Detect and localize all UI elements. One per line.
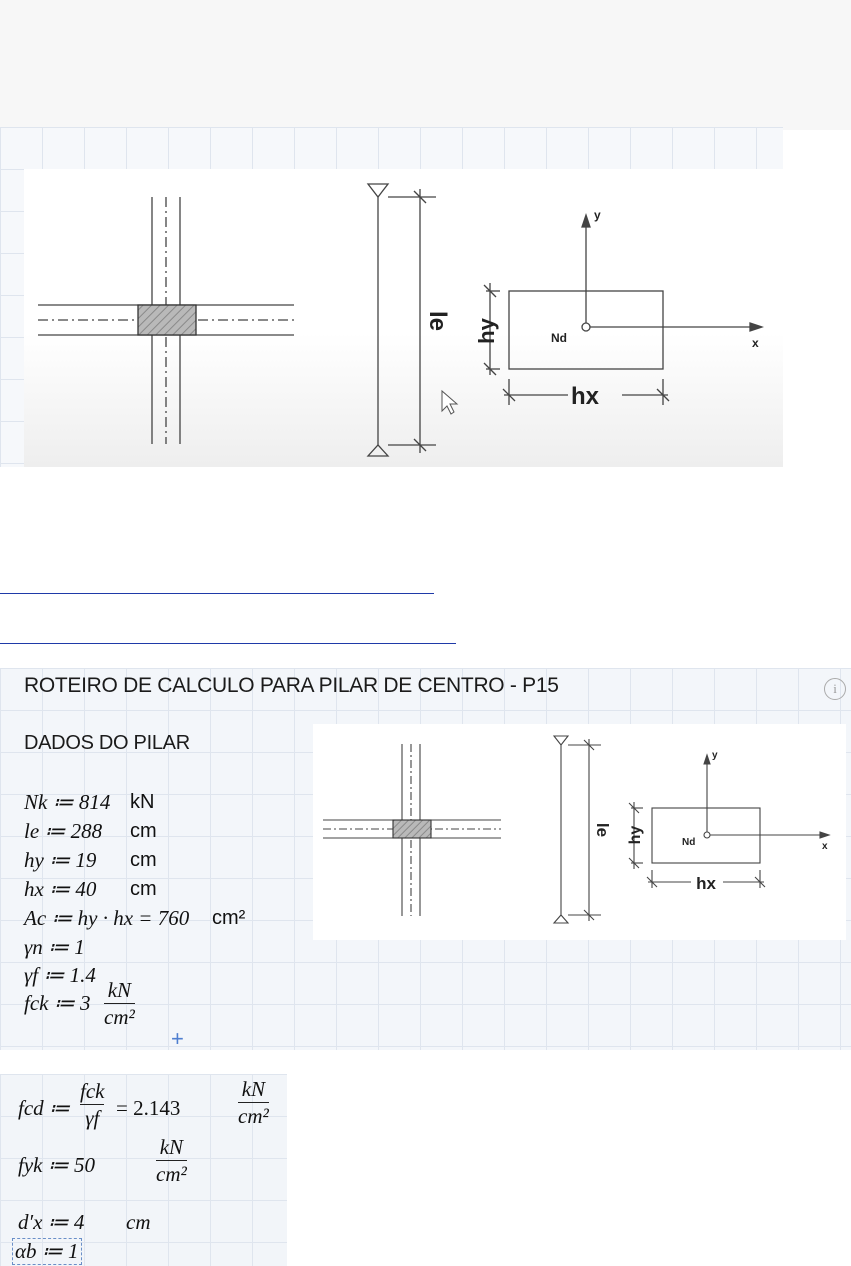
fraction-bar: [238, 1102, 269, 1103]
var-ac[interactable]: Ac ≔ hy · hx = 760: [24, 906, 190, 930]
calc-fcd-result: = 2.143: [116, 1096, 181, 1120]
var-gamma-n[interactable]: γn ≔ 1: [24, 935, 85, 959]
worksheet-title: ROTEIRO DE CALCULO PARA PILAR DE CENTRO - P15: [24, 674, 559, 697]
section-heading: DADOS DO PILAR: [24, 732, 190, 754]
plan-view: [38, 197, 294, 444]
pillar-diagram: [24, 169, 783, 467]
calc-fcd-unit-num: kN: [241, 1077, 266, 1101]
calc-fyk-unit-den: cm²: [156, 1162, 187, 1187]
label-le: le: [424, 310, 451, 332]
unit-fck-num: kN: [107, 978, 132, 1002]
fraction-bar: [104, 1003, 135, 1004]
cross-section-view-small: [629, 755, 829, 888]
label-x-axis: x: [752, 336, 759, 350]
calc-fcd-num: fck: [80, 1079, 105, 1103]
label-hy: hy: [474, 318, 499, 344]
calc-fyk[interactable]: fyk ≔ 50: [18, 1153, 95, 1177]
top-blank-band: [0, 0, 851, 130]
calculation-panel: [0, 1074, 287, 1266]
label-y-axis: y: [594, 208, 601, 222]
calc-dx[interactable]: d′x ≔ 4: [18, 1210, 85, 1234]
calc-fcd-fraction: [80, 1080, 104, 1129]
unit-le: cm: [130, 820, 157, 842]
label-hx: hx: [570, 383, 600, 410]
calc-fcd-den: γf: [85, 1106, 100, 1131]
link-underline-2[interactable]: [0, 643, 456, 644]
label-le-small: le: [593, 822, 612, 838]
unit-nk: kN: [130, 791, 155, 813]
unit-hy: cm: [130, 849, 157, 871]
unit-fck-fraction: [104, 979, 135, 1028]
column-section-hatch: [138, 305, 196, 335]
label-hx-small: hx: [696, 874, 716, 893]
var-le[interactable]: le ≔ 288: [24, 819, 103, 843]
fraction-bar: [80, 1104, 104, 1105]
diagram-canvas: [24, 169, 783, 467]
pillar-diagram-small: [313, 724, 846, 940]
label-nd: Nd: [551, 331, 567, 345]
unit-hx: cm: [130, 878, 157, 900]
label-nd-small: Nd: [682, 837, 696, 848]
link-underline-1[interactable]: [0, 593, 434, 594]
unit-fck-den: cm²: [104, 1005, 135, 1030]
calc-fcd-unit: [238, 1078, 269, 1127]
column-section-hatch-small: [393, 820, 431, 838]
fraction-bar: [156, 1160, 187, 1161]
calc-fcd-lhs[interactable]: fcd ≔: [18, 1096, 70, 1120]
plan-view-small: [323, 744, 501, 916]
diagram-canvas-small: [313, 724, 846, 940]
worksheet-panel: [0, 668, 851, 1050]
label-hy-small: hy: [627, 825, 644, 845]
var-gamma-f[interactable]: γf ≔ 1.4: [24, 963, 96, 987]
calc-fyk-unit-num: kN: [159, 1135, 184, 1159]
mouse-pointer-icon: [442, 391, 457, 414]
info-icon[interactable]: i: [824, 678, 846, 700]
label-x-axis-small: x: [822, 841, 828, 852]
label-y-axis-small: y: [712, 750, 718, 761]
var-hy[interactable]: hy ≔ 19: [24, 848, 97, 872]
calc-dx-unit: cm: [126, 1210, 151, 1234]
unit-ac: cm²: [212, 907, 246, 929]
var-hx[interactable]: hx ≔ 40: [24, 877, 97, 901]
calc-alpha-b-input[interactable]: αb ≔ 1: [12, 1238, 82, 1265]
var-fck[interactable]: fck ≔ 3: [24, 991, 91, 1015]
calc-fyk-unit: [156, 1136, 187, 1185]
calc-fcd-unit-den: cm²: [238, 1104, 269, 1129]
cross-section-view: [484, 215, 762, 405]
insert-point-cursor[interactable]: +: [171, 1026, 184, 1051]
var-nk[interactable]: Nk ≔ 814: [24, 790, 111, 814]
diagram-panel-large: [0, 127, 783, 467]
